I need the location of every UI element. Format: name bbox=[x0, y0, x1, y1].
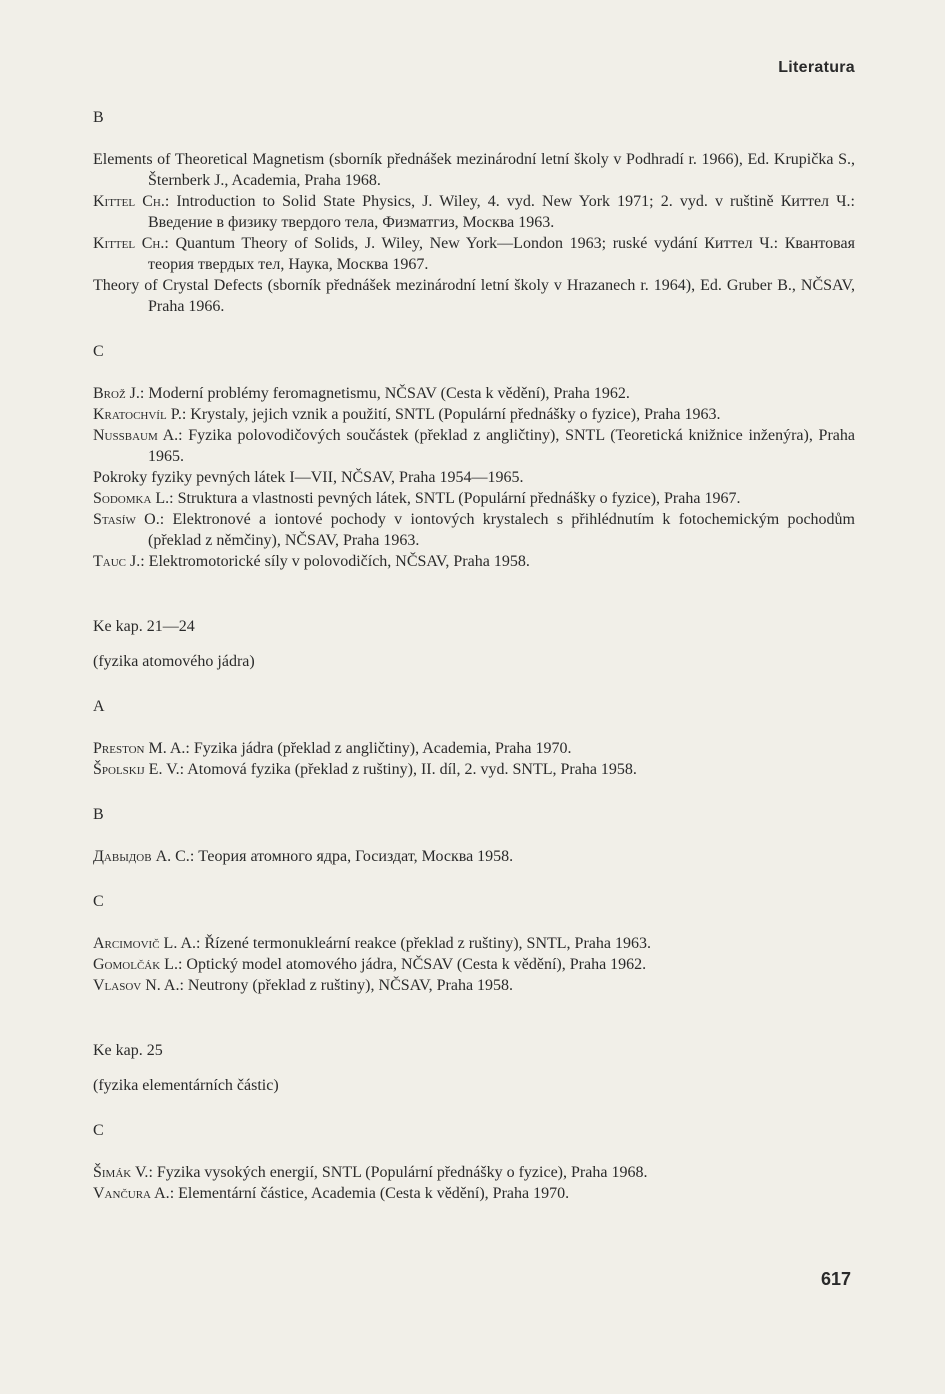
reference-author: Vlasov N. A. bbox=[93, 977, 180, 994]
reference-author: Tauc J. bbox=[93, 553, 141, 570]
section-letter: B bbox=[93, 109, 104, 126]
reference-entry bbox=[93, 233, 855, 275]
section-letter: A bbox=[93, 698, 105, 715]
reference-list bbox=[93, 383, 855, 572]
reference-entry bbox=[93, 509, 855, 551]
reference-author: Gomolčák L. bbox=[93, 956, 178, 973]
reference-list bbox=[93, 1162, 855, 1204]
section-b bbox=[93, 804, 855, 867]
reference-text: Theory of Crystal Defects (sborník přednášek mezinárodní letní školy v Hrazanech r. 1964), Ed. Gruber B., NČSAV, Praha 1966. bbox=[93, 277, 855, 315]
reference-entry bbox=[93, 738, 855, 759]
reference-text: : Elektronové a iontové pochody v iontových krystalech s přihlédnutím k fotochemickým pochodům (překlad z němčiny), NČSAV, Praha 1963. bbox=[148, 511, 856, 549]
section-letter: C bbox=[93, 343, 104, 360]
reference-entry bbox=[93, 467, 855, 488]
reference-text: : Теория атомного ядра, Госиздат, Москва 1958. bbox=[189, 848, 514, 865]
reference-entry bbox=[93, 954, 855, 975]
reference-text: : Struktura a vlastnosti pevných látek, SNTL (Populární přednášky o fyzice), Praha 1967. bbox=[169, 490, 741, 507]
reference-entry bbox=[93, 383, 855, 404]
reference-list bbox=[93, 149, 855, 317]
reference-text: : Quantum Theory of Solids, J. Wiley, New York—London 1963; ruské vydání Киттел Ч.: Квантовая теория твердых тел, Наука, Москва 1967. bbox=[148, 235, 855, 273]
reference-entry bbox=[93, 1162, 855, 1183]
reference-author: Kratochvíl P. bbox=[93, 406, 182, 423]
reference-entry bbox=[93, 191, 855, 233]
section-letter: C bbox=[93, 893, 104, 910]
reference-list bbox=[93, 738, 855, 780]
reference-author: Arcimovič L. A. bbox=[93, 935, 197, 952]
reference-author: Brož J. bbox=[93, 385, 140, 402]
chapter-topic: (fyzika elementárních částic) bbox=[93, 1077, 279, 1094]
chapter-topic: (fyzika atomového jádra) bbox=[93, 653, 255, 670]
reference-text: : Fyzika polovodičových součástek (překlad z angličtiny), SNTL (Teoretická knižnice inženýra), Praha 1965. bbox=[148, 427, 855, 465]
reference-text: : Fyzika vysokých energií, SNTL (Populární přednášky o fyzice), Praha 1968. bbox=[148, 1164, 648, 1181]
reference-text: : Řízené termonukleární reakce (překlad z ruštiny), SNTL, Praha 1963. bbox=[196, 935, 651, 952]
reference-text: : Krystaly, jejich vznik a použití, SNTL (Populární přednášky o fyzice), Praha 1963. bbox=[181, 406, 721, 423]
section-letter: C bbox=[93, 1122, 104, 1139]
reference-text: : Neutrony (překlad z ruštiny), NČSAV, Praha 1958. bbox=[179, 977, 514, 994]
reference-author: Kittel Ch. bbox=[93, 193, 165, 210]
reference-text: : Moderní problémy feromagnetismu, NČSAV (Cesta k vědění), Praha 1962. bbox=[139, 385, 630, 402]
reference-text: Elements of Theoretical Magnetism (sborník přednášek mezinárodní letní školy v Podhradí r. 1966), Ed. Krupička S., Šternberk J., Academia, Praha 1968. bbox=[93, 151, 855, 189]
reference-author: Kittel Ch. bbox=[93, 235, 165, 252]
running-header: Literatura bbox=[778, 59, 855, 76]
reference-entry bbox=[93, 759, 855, 780]
reference-text: : Elektromotorické síly v polovodičích, NČSAV, Praha 1958. bbox=[140, 553, 530, 570]
reference-author: Šimák V. bbox=[93, 1164, 149, 1181]
bibliography bbox=[93, 107, 855, 1204]
reference-entry bbox=[93, 404, 855, 425]
reference-list bbox=[93, 846, 855, 867]
chapter-ref: Ke kap. 25 bbox=[93, 1042, 163, 1059]
section-c bbox=[93, 1120, 855, 1204]
reference-entry bbox=[93, 275, 855, 317]
chapter-heading bbox=[93, 616, 855, 672]
section-c bbox=[93, 341, 855, 572]
reference-entry bbox=[93, 425, 855, 467]
reference-entry bbox=[93, 933, 855, 954]
reference-entry bbox=[93, 975, 855, 996]
reference-text: : Atomová fyzika (překlad z ruštiny), II. díl, 2. vyd. SNTL, Praha 1958. bbox=[179, 761, 637, 778]
reference-entry bbox=[93, 1183, 855, 1204]
reference-list bbox=[93, 933, 855, 996]
reference-entry bbox=[93, 488, 855, 509]
reference-text: : Elementární částice, Academia (Cesta k vědění), Praha 1970. bbox=[169, 1185, 570, 1202]
section-b bbox=[93, 107, 855, 317]
reference-author: Stasíw O. bbox=[93, 511, 160, 528]
reference-entry bbox=[93, 551, 855, 572]
reference-author: Vančura A. bbox=[93, 1185, 170, 1202]
reference-text: Pokroky fyziky pevných látek I—VII, NČSAV, Praha 1954—1965. bbox=[93, 469, 524, 486]
reference-text: : Optický model atomového jádra, NČSAV (Cesta k vědění), Praha 1962. bbox=[177, 956, 647, 973]
reference-text: : Introduction to Solid State Physics, J. Wiley, 4. vyd. New York 1971; 2. vyd. v ruštině Киттел Ч.: Введение в физику твердого тела, Физматгиз, Москва 1963. bbox=[148, 193, 855, 231]
reference-author: Sodomka L. bbox=[93, 490, 170, 507]
reference-entry bbox=[93, 846, 855, 867]
page-number: 617 bbox=[820, 1269, 851, 1289]
chapter-heading bbox=[93, 1040, 855, 1096]
section-letter: B bbox=[93, 806, 104, 823]
reference-text: : Fyzika jádra (překlad z angličtiny), Academia, Praha 1970. bbox=[185, 740, 572, 757]
reference-author: Давыдов А. С. bbox=[93, 848, 190, 865]
section-c bbox=[93, 891, 855, 996]
reference-author: Špolskij E. V. bbox=[93, 761, 180, 778]
reference-author: Preston M. A. bbox=[93, 740, 186, 757]
reference-author: Nussbaum A. bbox=[93, 427, 179, 444]
reference-entry bbox=[93, 149, 855, 191]
chapter-ref: Ke kap. 21—24 bbox=[93, 618, 195, 635]
section-a bbox=[93, 696, 855, 780]
